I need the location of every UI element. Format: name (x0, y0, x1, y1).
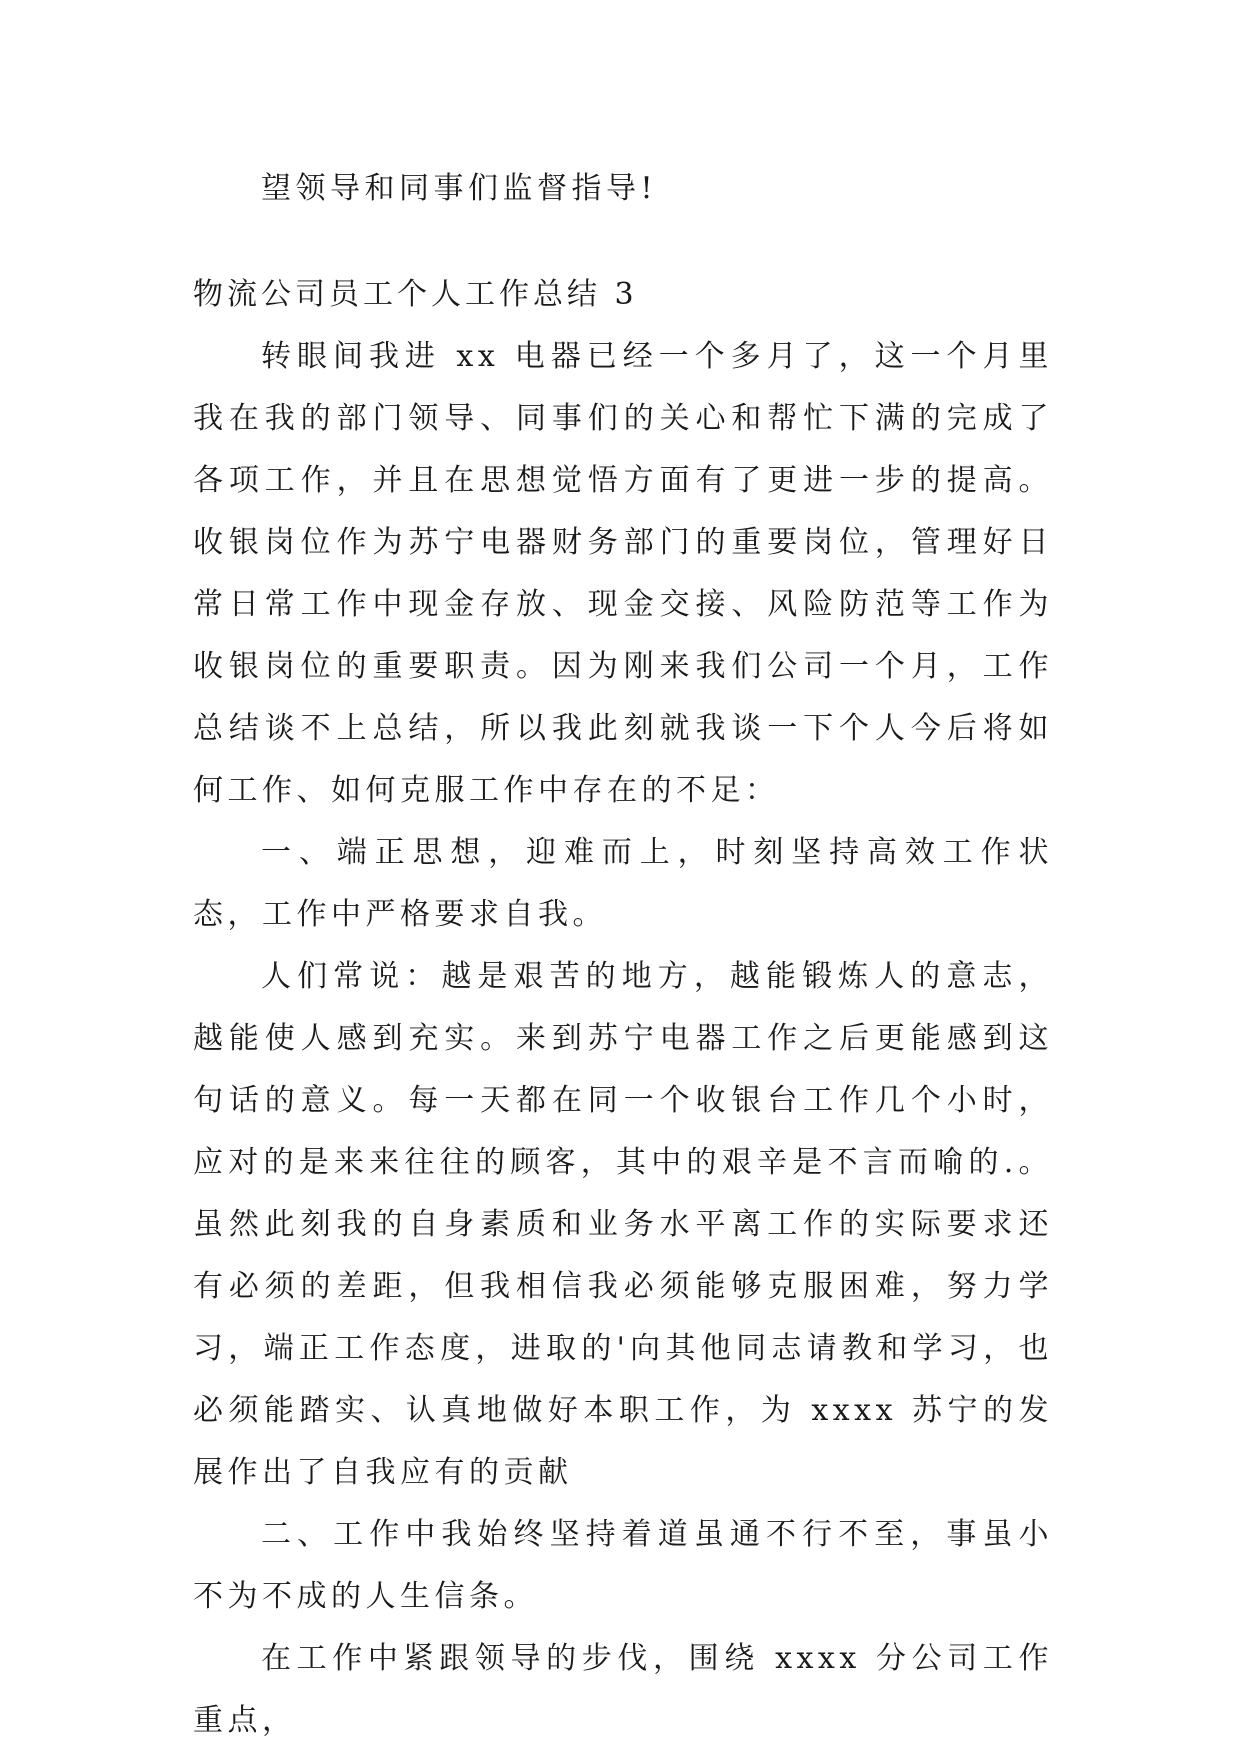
paragraph-point-two: 二、工作中我始终坚持着道虽通不行不至，事虽小不为不成的人生信条。 (193, 1517, 1053, 1614)
paragraph-point-one: 一、端正思想，迎难而上，时刻坚持高效工作状态，工作中严格要求自我。 (193, 835, 1053, 932)
section-title: 物流公司员工个人工作总结 3 (193, 277, 638, 312)
paragraph-intro: 转眼间我进 xx 电器已经一个多月了，这一个月里我在我的部门领导、同事们的关心和帮忙下满的完成了各项工作，并且在思想觉悟方面有了更进一步的提高。收银岗位作为苏宁电器财务部门的重要岗位，管理好日常日常工作中现金存放、现金交接、风险防范等工作为收银岗位的重要职责。因为刚来我们公司一个月，工作总结谈不上总结，所以我此刻就我谈一下个人今后将如何工作、如何克服工作中存在的不足： (193, 339, 1053, 808)
paragraph-point-one-detail: 人们常说：越是艰苦的地方，越能锻炼人的意志，越能使人感到充实。来到苏宁电器工作之后更能感到这句话的意义。每一天都在同一个收银台工作几个小时，应对的是来来往往的顾客，其中的艰辛是不言而喻的.。虽然此刻我的自身素质和业务水平离工作的实际要求还有必须的差距，但我相信我必须能够克服困难，努力学习，端正工作态度，进取的'向其他同志请教和学习，也必须能踏实、认真地做好本职工作，为 xxxx 苏宁的发展作出了自我应有的贡献 (193, 959, 1053, 1490)
paragraph-point-two-detail: 在工作中紧跟领导的步伐，围绕 xxxx 分公司工作重点， (193, 1641, 1053, 1738)
document-body (193, 158, 1053, 1752)
closing-line: 望领导和同事们监督指导! (261, 171, 658, 206)
